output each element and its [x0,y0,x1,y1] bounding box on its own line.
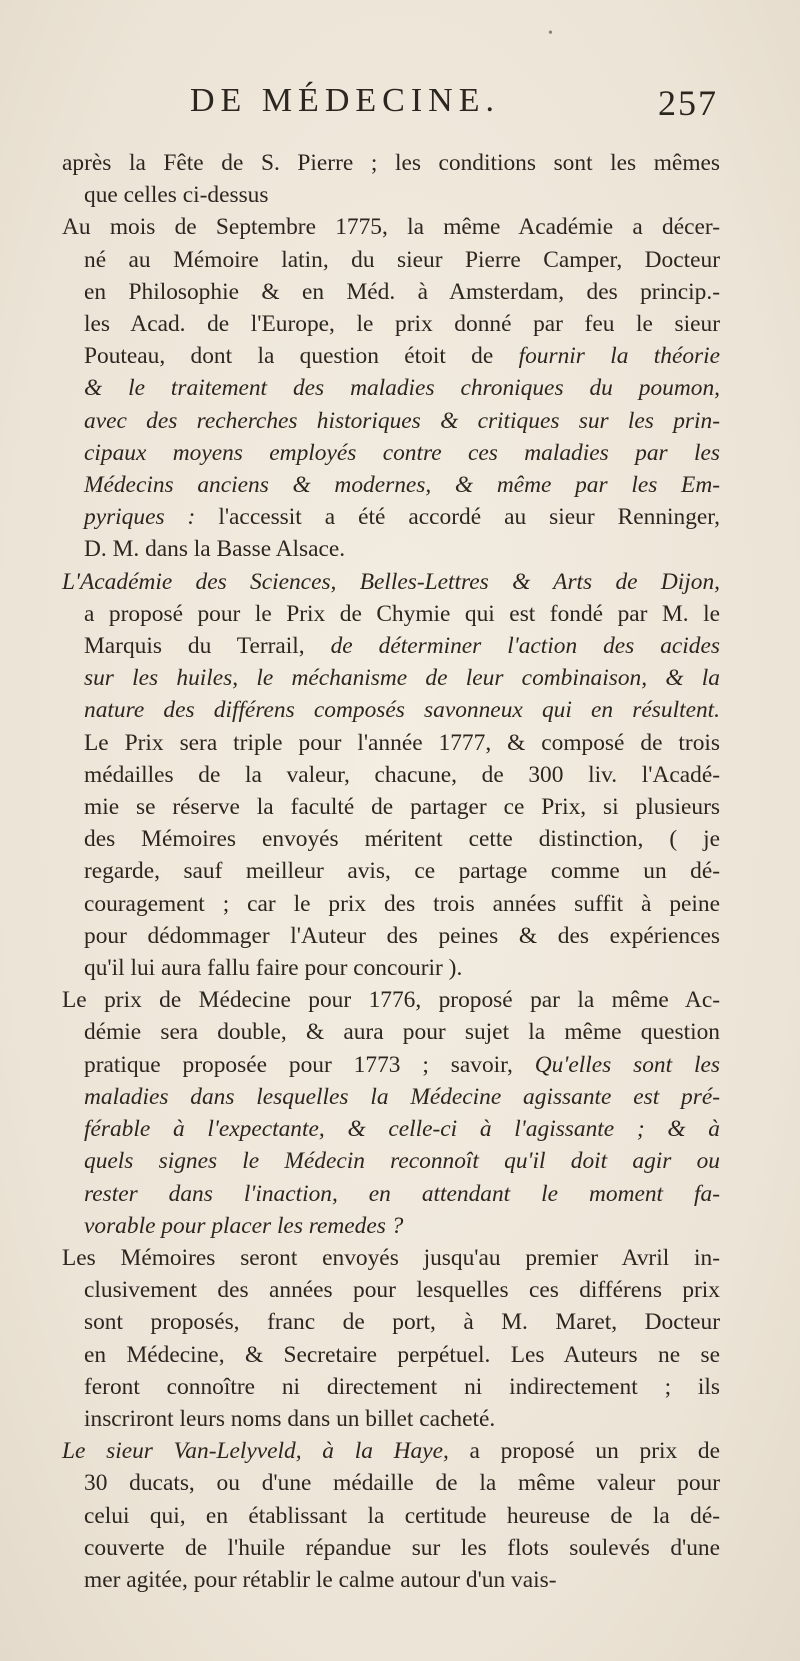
text-line [62,308,720,340]
text-line [62,179,720,211]
text-run: feront connoître ni directement ni indirectement ; ils [84,1373,720,1400]
text-line [62,566,720,598]
italic-run: cipaux moyens employés contre ces maladies par les [84,439,720,466]
text-run: né au Mémoire latin, du sieur Pierre Camper, Docteur [84,246,720,273]
page-header [190,82,718,142]
text-line [62,1435,720,1467]
italic-run: rester dans l'inaction, en attendant le moment fa- [84,1180,720,1207]
italic-run: nature des différens composés savonneux qui en résultent. [84,697,720,724]
italic-run: avec des recherches historiques & critiques sur les prin- [84,407,720,434]
italic-run: de déterminer l'action des acides [330,633,720,660]
text-line [62,147,720,179]
text-line [62,1242,720,1274]
ink-speck: • [548,26,553,41]
text-line [62,1145,720,1177]
text-line [62,952,720,984]
text-run: Marquis du Terrail, [84,633,331,660]
text-line [62,888,720,920]
text-run: 30 ducats, ou d'une médaille de la même valeur pour [84,1470,720,1497]
text-line [62,1564,720,1596]
text-run: pour dédommager l'Auteur des peines & des expériences [84,922,720,949]
text-line [62,437,720,469]
italic-run: quels signes le Médecin reconnoît qu'il doit agir ou [84,1148,720,1175]
text-line [62,1467,720,1499]
italic-run: Le sieur Van-Lelyveld, à la Haye, [62,1438,449,1465]
text-line [62,533,720,565]
text-run: en Médecine, & Secretaire perpétuel. Les Auteurs ne se [84,1341,720,1368]
paragraph [62,1435,720,1596]
text-line [62,1371,720,1403]
text-line [62,1081,720,1113]
text-run: des Mémoires envoyés méritent cette distinction, ( je [84,826,720,853]
text-run: couverte de l'huile répandue sur les flots soulevés d'une [84,1534,720,1561]
text-line [62,1178,720,1210]
text-run: inscriront leurs noms dans un billet cacheté. [84,1405,496,1432]
text-run: couragement ; car le prix des trois années suffit à peine [84,890,720,917]
text-run: médailles de la valeur, chacune, de 300 liv. l'Acadé- [84,761,720,788]
italic-run: Médecins anciens & modernes, & même par les Em- [84,472,720,499]
text-line [62,823,720,855]
italic-run: Qu'elles sont les [534,1051,721,1078]
paragraph [62,211,720,565]
paragraph [62,984,720,1242]
paragraph [62,566,720,985]
text-line [62,1210,720,1242]
text-run: D. M. dans la Basse Alsace. [84,536,346,563]
text-line [62,1532,720,1564]
text-line [62,469,720,501]
text-line [62,244,720,276]
paragraph [62,147,720,211]
text-run: a proposé pour le Prix de Chymie qui est fondé par M. le [84,600,720,627]
text-line [62,791,720,823]
text-line [62,276,720,308]
text-line [62,920,720,952]
text-run: celui qui, en établissant la certitude heureuse de la dé- [84,1502,720,1529]
text-run: Le Prix sera triple pour l'année 1777, & composé de trois [84,729,720,756]
text-run: en Philosophie & en Méd. à Amsterdam, des princip.- [84,278,720,305]
text-line [62,598,720,630]
text-line [62,727,720,759]
text-line [62,1274,720,1306]
text-run: Le prix de Médecine pour 1776, proposé par la même Ac- [62,987,720,1014]
text-line [62,211,720,243]
italic-run: vorable pour placer les remedes ? [84,1212,404,1239]
italic-run: pyriques : [84,504,196,531]
text-run: l'accessit a été accordé au sieur Renninger, [195,504,720,531]
text-run: pratique proposée pour 1773 ; savoir, [84,1051,535,1078]
page-number: 257 [658,83,718,123]
text-run: qu'il lui aura fallu faire pour concourir ). [84,955,463,982]
text-line [62,662,720,694]
text-run: mer agitée, pour rétablir le calme autour d'un vais- [84,1566,557,1593]
text-run: mie se réserve la faculté de partager ce Prix, si plusieurs [84,794,720,821]
text-line [62,855,720,887]
text-run: clusivement des années pour lesquelles ces différens prix [84,1277,720,1304]
text-line [62,1016,720,1048]
text-line [62,984,720,1016]
text-line [62,501,720,533]
italic-run: maladies dans lesquelles la Médecine agissante est pré- [84,1083,720,1110]
text-run: démie sera double, & aura pour sujet la même question [84,1019,720,1046]
text-line [62,405,720,437]
text-line [62,759,720,791]
paragraph [62,1242,720,1435]
text-run: sont proposés, franc de port, à M. Maret, Docteur [84,1309,720,1336]
text-line [62,1339,720,1371]
italic-run: fournir la théorie [518,343,720,370]
text-run: Les Mémoires seront envoyés jusqu'au premier Avril in- [62,1244,720,1271]
text-run: les Acad. de l'Europe, le prix donné par feu le sieur [84,311,720,338]
text-line [62,1306,720,1338]
text-line [62,1049,720,1081]
text-line [62,694,720,726]
text-line [62,630,720,662]
page-body [62,147,720,1596]
text-line [62,1113,720,1145]
italic-run: L'Académie des Sciences, Belles-Lettres & Arts de Dijon, [62,568,720,595]
text-run: Pouteau, dont la question étoit de [84,343,519,370]
italic-run: férable à l'expectante, & celle-ci à l'agissante ; & à [84,1116,720,1143]
running-head: DE MÉDECINE. [190,82,500,119]
italic-run: & le traitement des maladies chroniques du poumon, [84,375,720,402]
text-run: que celles ci-dessus [84,182,269,209]
text-line [62,372,720,404]
text-run: Au mois de Septembre 1775, la même Académie a décer- [62,214,720,241]
italic-run: sur les huiles, le méchanisme de leur combinaison, & la [84,665,720,692]
text-line [62,1403,720,1435]
text-line [62,1500,720,1532]
text-run: regarde, sauf meilleur avis, ce partage comme un dé- [84,858,720,885]
text-line [62,340,720,372]
text-run: après la Fête de S. Pierre ; les conditions sont les mêmes [62,150,720,176]
text-run: a proposé un prix de [448,1438,720,1465]
